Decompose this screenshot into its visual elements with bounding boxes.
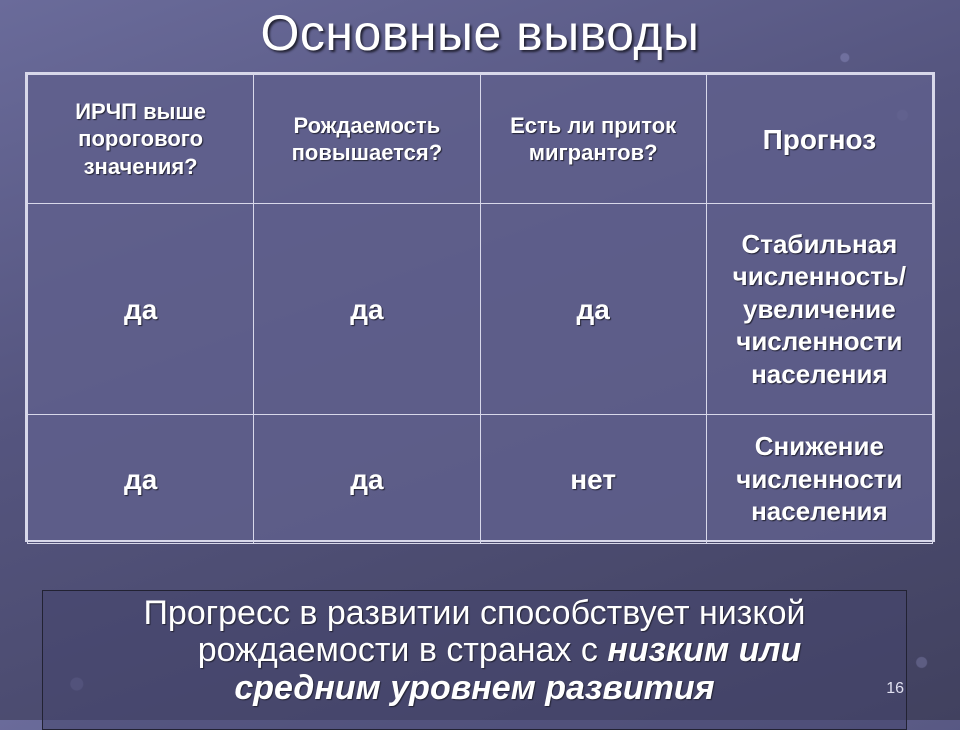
cell-forecast: Снижение численности населения bbox=[706, 415, 932, 544]
cell-hdi: да bbox=[28, 415, 254, 544]
cell-migration: нет bbox=[480, 415, 706, 544]
header-hdi: ИРЧП выше порогового значения? bbox=[28, 75, 254, 204]
table-row bbox=[28, 204, 933, 415]
cell-hdi: да bbox=[28, 204, 254, 415]
header-fertility: Рождаемость повышается? bbox=[254, 75, 480, 204]
conclusion-line-3-emphasis: средним уровнем развития bbox=[234, 668, 715, 707]
slide-number: 16 bbox=[886, 680, 904, 697]
table-row bbox=[28, 415, 933, 544]
conclusion-line-1: Прогресс в развитии способствует низкой bbox=[143, 594, 806, 632]
header-migration: Есть ли приток мигрантов? bbox=[480, 75, 706, 204]
conclusions-table bbox=[25, 72, 935, 542]
conclusion-line-2-emphasis: низким или bbox=[607, 631, 802, 670]
conclusion-box bbox=[42, 590, 907, 730]
header-forecast: Прогноз bbox=[706, 75, 932, 204]
table bbox=[27, 74, 933, 544]
table-header-row bbox=[28, 75, 933, 204]
cell-forecast: Стабильная численность/ увеличение численности населения bbox=[706, 204, 932, 415]
conclusion-line-2-plain: рождаемости в странах с bbox=[197, 631, 608, 670]
slide-title: Основные выводы bbox=[260, 5, 700, 61]
cell-migration: да bbox=[480, 204, 706, 415]
cell-fertility: да bbox=[254, 204, 480, 415]
cell-fertility: да bbox=[254, 415, 480, 544]
conclusion-line-2 bbox=[43, 632, 906, 669]
